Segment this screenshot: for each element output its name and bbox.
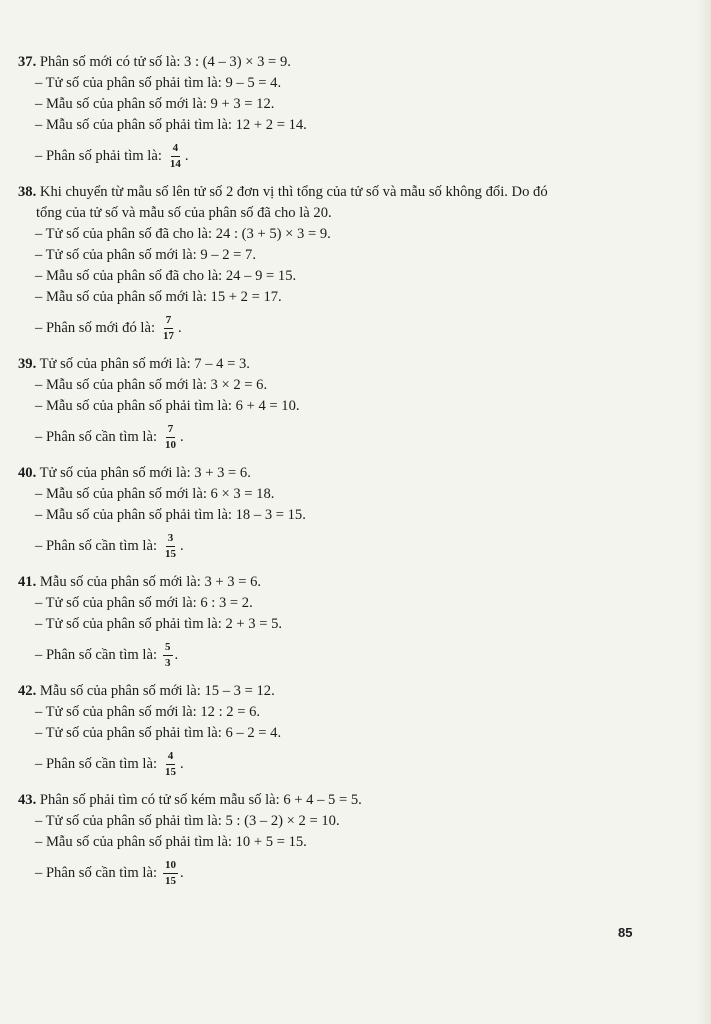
answer-label: – Phân số phải tìm là: [35, 147, 162, 164]
answer-label: – Phân số cần tìm là: [35, 428, 158, 445]
answer-label: – Phân số cần tìm là: [35, 755, 158, 772]
solution-step: – Tử số của phân số mới là: 6 : 3 = 2. [35, 595, 253, 611]
solution-step: – Tử số của phân số mới là: 9 – 2 = 7. [35, 247, 256, 263]
problem-40 [18, 463, 658, 563]
problem-37 [18, 52, 658, 173]
problem-heading-text: Mẫu số của phân số mới là: 3 + 3 = 6. [39, 574, 262, 590]
answer-label: – Phân số cần tìm là: [35, 537, 158, 554]
problem-heading [18, 572, 658, 593]
solution-step: – Tử số của phân số phải tìm là: 6 – 2 = 4. [35, 725, 282, 741]
problem-42 [18, 681, 658, 781]
fraction-denominator: 3 [165, 656, 171, 669]
answer-label: – Phân số mới đó là: [35, 319, 156, 336]
problem-heading-text: Tử số của phân số mới là: 7 – 4 = 3. [39, 356, 250, 372]
problem-number: 39. [18, 356, 37, 372]
solution-step: – Mẫu số của phân số phải tìm là: 6 + 4 = 10. [35, 398, 300, 414]
fraction-denominator: 10 [165, 438, 177, 451]
problem-number: 37. [18, 54, 37, 70]
solution-step: – Mẫu số của phân số mới là: 9 + 3 = 12. [35, 96, 275, 112]
solution-step: – Tử số của phân số mới là: 12 : 2 = 6. [35, 704, 261, 720]
solution-step: – Mẫu số của phân số mới là: 6 × 3 = 18. [35, 486, 275, 502]
page-edge-shadow [697, 0, 711, 1024]
problem-heading-text: Tử số của phân số mới là: 3 + 3 = 6. [39, 465, 251, 481]
answer-line: – Phân số cần tìm là: $\frac{5}{3}$ . [35, 640, 179, 669]
answer-line: – Phân số cần tìm là: $\frac{4}{15}$ . [35, 749, 184, 778]
fraction-denominator: 17 [163, 329, 175, 342]
problem-39 [18, 354, 658, 454]
solution-step: – Mẫu số của phân số phải tìm là: 10 + 5 = 15. [35, 834, 307, 850]
solution-step: – Mẫu số của phân số phải tìm là: 12 + 2 = 14. [35, 117, 307, 133]
problem-heading [18, 354, 658, 375]
problem-heading-text: Khi chuyển từ mẫu số lên tử số 2 đơn vị thì tổng của tử số và mẫu số không đổi. Do đó [39, 184, 548, 200]
problem-number: 40. [18, 465, 37, 481]
answer-fraction [163, 532, 178, 561]
fraction-numerator: 5 [163, 641, 173, 656]
problem-heading [18, 463, 658, 484]
problem-41 [18, 572, 658, 672]
problem-38 [18, 182, 658, 345]
answer-fraction [163, 750, 178, 779]
problem-heading-continuation: tổng của tử số và mẫu số của phân số đã cho là 20. [36, 205, 332, 221]
fraction-denominator: 15 [165, 547, 177, 560]
page-number: 85 [618, 925, 633, 940]
answer-fraction [163, 859, 178, 888]
answer-line: – Phân số mới đó là: $\frac{7}{17}$ . [35, 313, 182, 342]
solution-step: – Mẫu số của phân số phải tìm là: 18 – 3 = 15. [35, 507, 306, 523]
solutions-content [18, 52, 658, 899]
answer-fraction [163, 423, 178, 452]
fraction-numerator: 10 [163, 859, 178, 874]
solution-step: – Mẫu số của phân số mới là: 3 × 2 = 6. [35, 377, 268, 393]
answer-fraction [161, 314, 176, 343]
solution-step: – Tử số của phân số phải tìm là: 5 : (3 – 2) × 2 = 10. [35, 813, 340, 829]
solution-step: – Tử số của phân số phải tìm là: 2 + 3 = 5. [35, 616, 283, 632]
solution-step: – Tử số của phân số phải tìm là: 9 – 5 = 4. [35, 75, 282, 91]
solution-step: – Mẫu số của phân số mới là: 15 + 2 = 17. [35, 289, 282, 305]
problem-heading-text: Phân số mới có tử số là: 3 : (4 – 3) × 3 = 9. [39, 54, 291, 70]
fraction-numerator: 4 [166, 750, 176, 765]
answer-fraction [163, 641, 173, 670]
answer-fraction [168, 142, 183, 171]
problem-heading [18, 790, 658, 811]
problem-number: 41. [18, 574, 37, 590]
problem-heading [18, 52, 658, 73]
solution-step: – Tử số của phân số đã cho là: 24 : (3 + 5) × 3 = 9. [35, 226, 331, 242]
problem-heading-text: Mẫu số của phân số mới là: 15 – 3 = 12. [39, 683, 275, 699]
answer-line: – Phân số cần tìm là: $\frac{7}{10}$ . [35, 422, 184, 451]
problem-number: 42. [18, 683, 37, 699]
fraction-numerator: 4 [171, 142, 181, 157]
fraction-numerator: 3 [166, 532, 176, 547]
answer-label: – Phân số cần tìm là: [35, 646, 158, 663]
fraction-numerator: 7 [164, 314, 174, 329]
fraction-denominator: 15 [165, 765, 177, 778]
problem-43 [18, 790, 658, 890]
problem-heading [18, 182, 658, 203]
problem-number: 38. [18, 184, 37, 200]
problem-heading [18, 681, 658, 702]
answer-line: – Phân số cần tìm là: $\frac{3}{15}$ . [35, 531, 184, 560]
problem-heading-text: Phân số phải tìm có tử số kém mẫu số là: 6 + 4 – 5 = 5. [39, 792, 362, 808]
answer-label: – Phân số cần tìm là: [35, 864, 158, 881]
answer-line: – Phân số phải tìm là: $\frac{4}{14}$ . [35, 141, 189, 170]
fraction-denominator: 15 [165, 874, 177, 887]
problem-number: 43. [18, 792, 37, 808]
answer-line: – Phân số cần tìm là: $\frac{10}{15}$ . [35, 858, 184, 887]
fraction-denominator: 14 [169, 157, 181, 170]
fraction-numerator: 7 [166, 423, 176, 438]
solution-step: – Mẫu số của phân số đã cho là: 24 – 9 = 15. [35, 268, 297, 284]
